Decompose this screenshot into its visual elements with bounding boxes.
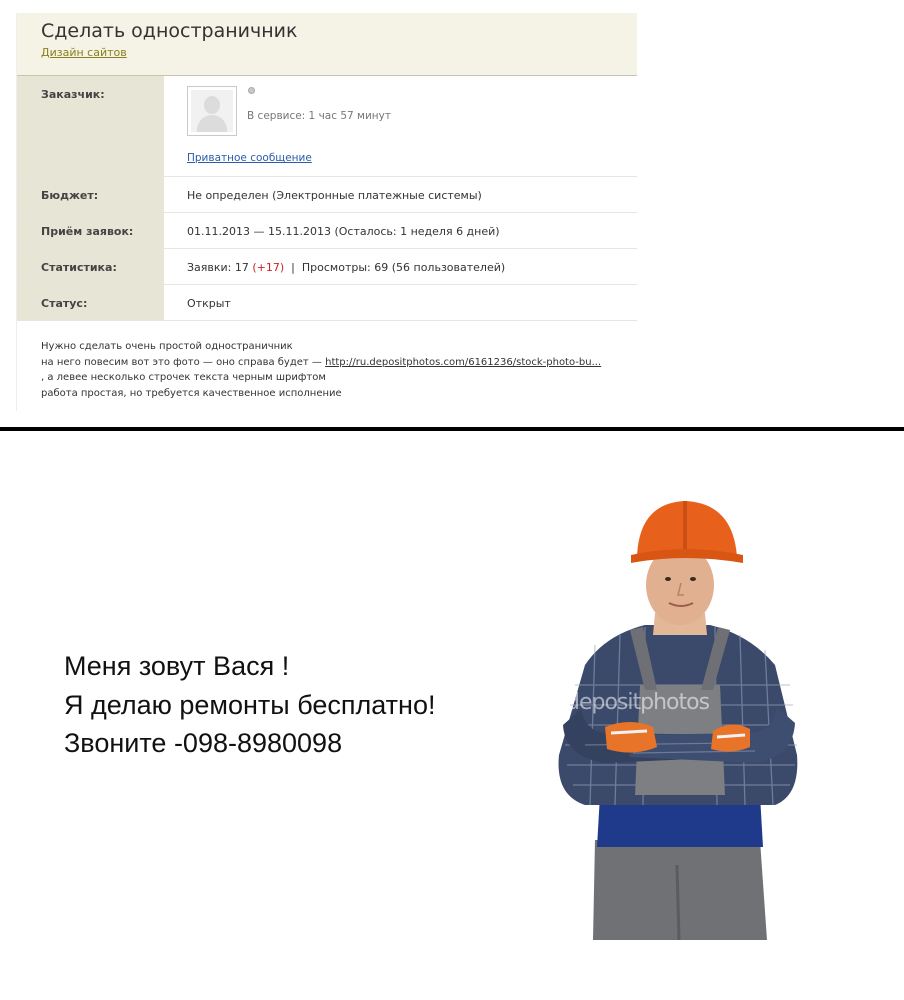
private-message-link[interactable]: Приватное сообщение	[187, 152, 312, 164]
customer-row	[17, 76, 637, 177]
views-count: Просмотры: 69 (56 пользователей)	[301, 261, 506, 274]
watermark-text: depositphotos	[566, 690, 710, 715]
stats-label: Статистика:	[41, 261, 117, 274]
ad-line-offer: Я делаю ремонты бесплатно!	[64, 689, 436, 720]
customer-label: Заказчик:	[41, 88, 105, 101]
job-card	[16, 13, 637, 411]
applications-value: 01.11.2013 — 15.11.2013 (Осталось: 1 неделя 6 дней)	[187, 225, 500, 238]
bids-count: Заявки: 17	[187, 261, 253, 274]
budget-row	[17, 177, 637, 213]
stats-row	[17, 249, 637, 285]
description-line: на него повесим вот это фото — оно справа будет — http://ru.depositphotos.com/6161236/stock-photo-bu...	[41, 356, 602, 368]
divider	[0, 427, 904, 431]
page-title: Сделать одностраничник	[41, 20, 298, 42]
worker-photo	[545, 495, 805, 940]
applications-label: Приём заявок:	[41, 225, 134, 238]
status-dot-icon	[248, 87, 255, 94]
description-line: Нужно сделать очень простой одностраничник	[41, 341, 293, 352]
bids-delta: (+17)	[252, 261, 285, 274]
description-line: , а левее несколько строчек текста черным шрифтом	[41, 372, 326, 384]
service-time: В сервисе: 1 час 57 минут	[247, 110, 391, 122]
watermark-logo-icon	[530, 693, 560, 723]
job-description	[41, 339, 601, 401]
avatar[interactable]	[187, 86, 237, 136]
stats-value	[187, 261, 505, 274]
ad-line-phone: Звоните -098-8980098	[64, 728, 343, 758]
status-label: Статус:	[41, 297, 88, 310]
description-line: работа простая, но требуется качественное исполнение	[41, 387, 342, 399]
stats-separator: |	[284, 261, 302, 274]
ad-line-name: Меня зовут Вася !	[64, 651, 290, 681]
photo-link[interactable]: http://ru.depositphotos.com/6161236/stock-photo-bu...	[325, 356, 602, 368]
ad-text	[64, 647, 435, 763]
budget-value: Не определен (Электронные платежные системы)	[187, 189, 482, 202]
left-glove	[605, 722, 657, 753]
job-header	[17, 13, 637, 76]
budget-label: Бюджет:	[41, 189, 99, 202]
applications-row	[17, 213, 637, 249]
status-value: Открыт	[187, 297, 231, 310]
category-link[interactable]: Дизайн сайтов	[41, 46, 127, 59]
status-row	[17, 285, 637, 321]
